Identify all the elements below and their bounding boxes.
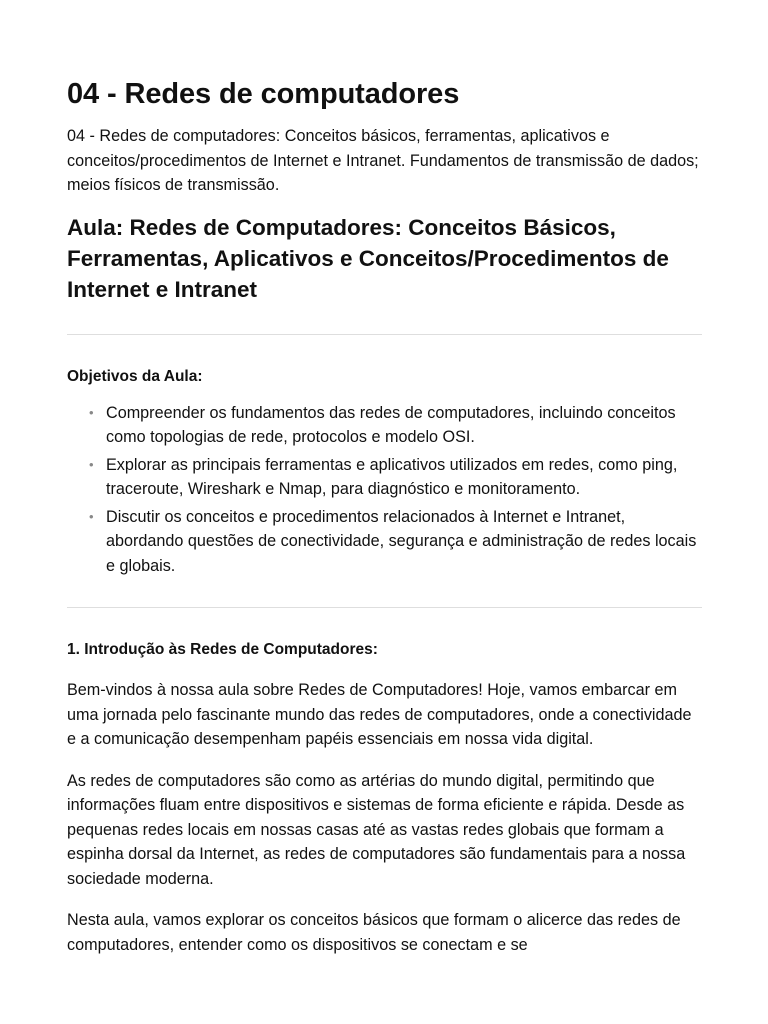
bullet-icon: • — [89, 508, 94, 524]
page-title: 04 - Redes de computadores — [67, 78, 460, 110]
objectives-list — [67, 401, 702, 579]
list-item — [89, 505, 702, 579]
body-paragraph: Nesta aula, vamos explorar os conceitos básicos que formam o alicerce das redes de computadores, entender como os dispositivos se conectam e se — [67, 911, 681, 954]
lesson-title: Aula: Redes de Computadores: Conceitos Básicos, Ferramentas, Aplicativos e Conceitos/Procedimentos de Internet e Intranet — [67, 214, 669, 302]
bullet-icon: • — [89, 456, 94, 472]
objectives-heading: Objetivos da Aula: — [67, 367, 203, 385]
list-item-text: Compreender os fundamentos das redes de computadores, incluindo conceitos como topologias de rede, protocolos e modelo OSI. — [106, 403, 676, 446]
list-item-text: Explorar as principais ferramentas e aplicativos utilizados em redes, como ping, traceroute, Wireshark e Nmap, para diagnóstico e monitoramento. — [106, 455, 678, 498]
list-item — [89, 401, 702, 450]
list-item-text: Discutir os conceitos e procedimentos relacionados à Internet e Intranet, abordando questões de conectividade, segurança e administração de redes locais e globais. — [106, 507, 697, 575]
list-item — [89, 453, 702, 502]
intro-paragraph: 04 - Redes de computadores: Conceitos básicos, ferramentas, aplicativos e conceitos/procedimentos de Internet e Intranet. Fundamentos de transmissão de dados; meios físicos de transmissão. — [67, 127, 699, 194]
section-heading: 1. Introdução às Redes de Computadores: — [67, 641, 378, 658]
divider — [67, 334, 702, 335]
body-paragraph: Bem-vindos à nossa aula sobre Redes de Computadores! Hoje, vamos embarcar em uma jornada pelo fascinante mundo das redes de computadores, onde a conectividade e a comunicação desempenham papéis essenciais em nossa vida digital. — [67, 681, 692, 748]
bullet-icon: • — [89, 404, 94, 420]
body-paragraph: As redes de computadores são como as artérias do mundo digital, permitindo que informações fluam entre dispositivos e sistemas de forma eficiente e rápida. Desde as pequenas redes locais em nossas casas até as vastas redes globais que formam a espinha dorsal da Internet, as redes de computadores são fundamentais para a nossa sociedade moderna. — [67, 771, 686, 888]
divider — [67, 607, 702, 608]
